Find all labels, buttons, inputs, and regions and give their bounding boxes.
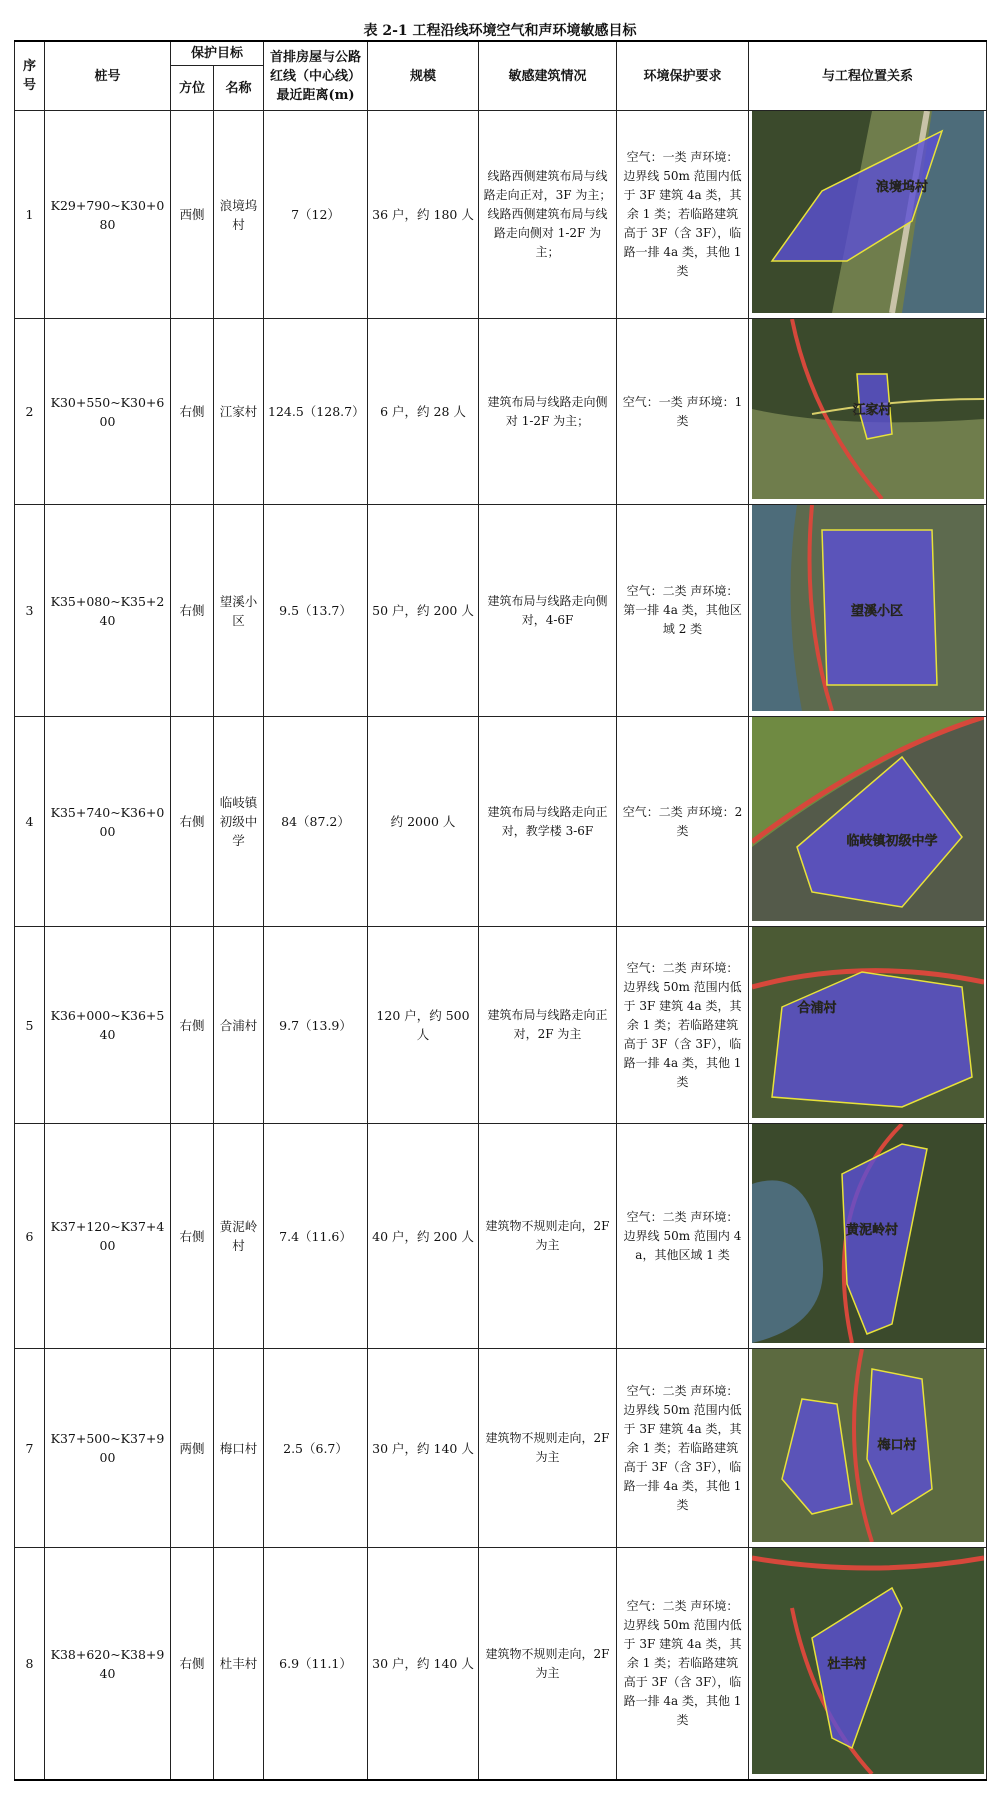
satellite-map [752,505,984,711]
location-map [749,1124,987,1349]
header-distance: 首排房屋与公路红线（中心线）最近距离(m) [264,41,368,111]
map-label: 望溪小区 [850,604,903,619]
header-name: 名称 [214,66,264,111]
cell-distance: 84（87.2） [264,717,368,927]
map-label: 临岐镇初级中学 [846,834,938,849]
cell-scale: 120 户，约 500 人 [368,927,479,1124]
cell-name: 梅口村 [214,1349,264,1548]
cell-scale: 40 户，约 200 人 [368,1124,479,1349]
cell-pile: K35+080~K35+240 [45,505,171,717]
cell-scale: 约 2000 人 [368,717,479,927]
cell-scale: 36 户，约 180 人 [368,111,479,319]
cell-requirement: 空气：二类 声环境：第一排 4a 类，其他区域 2 类 [617,505,749,717]
table-row [15,505,987,717]
header-requirement: 环境保护要求 [617,41,749,111]
table-row [15,1548,987,1781]
header-direction: 方位 [171,66,214,111]
cell-seq: 1 [15,111,45,319]
cell-requirement: 空气：二类 声环境：边界线 50m 范围内低于 3F 建筑 4a 类，其余 1 类；若临路建筑高于 3F（含 3F），临路一排 4a 类，其他 1 类 [617,1548,749,1781]
cell-distance: 9.5（13.7） [264,505,368,717]
cell-name: 杜丰村 [214,1548,264,1781]
cell-name: 临岐镇初级中学 [214,717,264,927]
cell-building: 建筑物不规则走向，2F 为主 [479,1548,617,1781]
cell-scale: 6 户，约 28 人 [368,319,479,505]
satellite-map [752,1548,984,1774]
location-map [749,1548,987,1781]
cell-direction: 右侧 [171,927,214,1124]
cell-pile: K38+620~K38+940 [45,1548,171,1781]
cell-seq: 5 [15,927,45,1124]
location-map [749,1349,987,1548]
table-row [15,927,987,1124]
location-map [749,319,987,505]
satellite-map [752,1124,984,1343]
cell-direction: 右侧 [171,1124,214,1349]
cell-direction: 右侧 [171,1548,214,1781]
cell-building: 建筑布局与线路走向侧对，4-6F [479,505,617,717]
cell-seq: 6 [15,1124,45,1349]
cell-requirement: 空气：一类 声环境：边界线 50m 范围内低于 3F 建筑 4a 类，其余 1 类；若临路建筑高于 3F（含 3F），临路一排 4a 类，其他 1 类 [617,111,749,319]
cell-scale: 30 户，约 140 人 [368,1349,479,1548]
cell-name: 合浦村 [214,927,264,1124]
cell-distance: 7（12） [264,111,368,319]
cell-direction: 右侧 [171,505,214,717]
cell-building: 建筑物不规则走向，2F 为主 [479,1349,617,1548]
table-row [15,111,987,319]
table-row [15,319,987,505]
cell-name: 浪境坞村 [214,111,264,319]
cell-requirement: 空气：二类 声环境：边界线 50m 范围内低于 3F 建筑 4a 类，其余 1 类；若临路建筑高于 3F（含 3F），临路一排 4a 类，其他 1 类 [617,927,749,1124]
cell-building: 建筑布局与线路走向侧对 1-2F 为主； [479,319,617,505]
satellite-map [752,319,984,499]
cell-seq: 7 [15,1349,45,1548]
cell-requirement: 空气：二类 声环境：边界线 50m 范围内 4a，其他区域 1 类 [617,1124,749,1349]
cell-requirement: 空气：二类 声环境：2 类 [617,717,749,927]
cell-building: 建筑布局与线路走向正对，教学楼 3-6F [479,717,617,927]
cell-name: 江家村 [214,319,264,505]
cell-pile: K37+500~K37+900 [45,1349,171,1548]
satellite-map [752,1349,984,1542]
location-map [749,111,987,319]
cell-direction: 西侧 [171,111,214,319]
table-row [15,1124,987,1349]
map-label: 江家村 [852,403,892,418]
cell-seq: 3 [15,505,45,717]
map-label: 梅口村 [877,1438,917,1453]
table-body [15,111,987,1781]
cell-seq: 4 [15,717,45,927]
cell-distance: 124.5（128.7） [264,319,368,505]
location-map [749,717,987,927]
cell-scale: 30 户，约 140 人 [368,1548,479,1781]
cell-direction: 两侧 [171,1349,214,1548]
cell-pile: K35+740~K36+000 [45,717,171,927]
cell-direction: 右侧 [171,717,214,927]
location-map [749,505,987,717]
cell-pile: K30+550~K30+600 [45,319,171,505]
cell-requirement: 空气：一类 声环境：1 类 [617,319,749,505]
header-scale: 规模 [368,41,479,111]
cell-pile: K37+120~K37+400 [45,1124,171,1349]
cell-building: 建筑布局与线路走向正对，2F 为主 [479,927,617,1124]
cell-requirement: 空气：二类 声环境：边界线 50m 范围内低于 3F 建筑 4a 类，其余 1 类；若临路建筑高于 3F（含 3F），临路一排 4a 类，其他 1 类 [617,1349,749,1548]
header-relation: 与工程位置关系 [749,41,987,111]
cell-distance: 7.4（11.6） [264,1124,368,1349]
map-label: 黄泥岭村 [845,1223,898,1238]
cell-seq: 2 [15,319,45,505]
satellite-map [752,927,984,1118]
satellite-map [752,717,984,921]
header-pile: 桩号 [45,41,171,111]
map-label: 杜丰村 [827,1657,867,1672]
cell-distance: 6.9（11.1） [264,1548,368,1781]
cell-building: 线路西侧建筑布局与线路走向正对，3F 为主；线路西侧建筑布局与线路走向侧对 1-2F 为主； [479,111,617,319]
header-target: 保护目标 [171,41,264,66]
cell-name: 黄泥岭村 [214,1124,264,1349]
cell-building: 建筑物不规则走向，2F 为主 [479,1124,617,1349]
cell-distance: 9.7（13.9） [264,927,368,1124]
header-building: 敏感建筑情况 [479,41,617,111]
cell-distance: 2.5（6.7） [264,1349,368,1548]
cell-pile: K36+000~K36+540 [45,927,171,1124]
satellite-map [752,111,984,313]
header-seq: 序号 [15,41,45,111]
cell-pile: K29+790~K30+080 [45,111,171,319]
map-label: 合浦村 [797,1001,837,1016]
cell-name: 望溪小区 [214,505,264,717]
map-label: 浪境坞村 [875,180,928,195]
sensitive-targets-table [14,40,987,1781]
cell-seq: 8 [15,1548,45,1781]
table-title: 表 2-1 工程沿线环境空气和声环境敏感目标 [363,23,637,39]
cell-scale: 50 户，约 200 人 [368,505,479,717]
table-row [15,1349,987,1548]
table-row [15,717,987,927]
cell-direction: 右侧 [171,319,214,505]
location-map [749,927,987,1124]
